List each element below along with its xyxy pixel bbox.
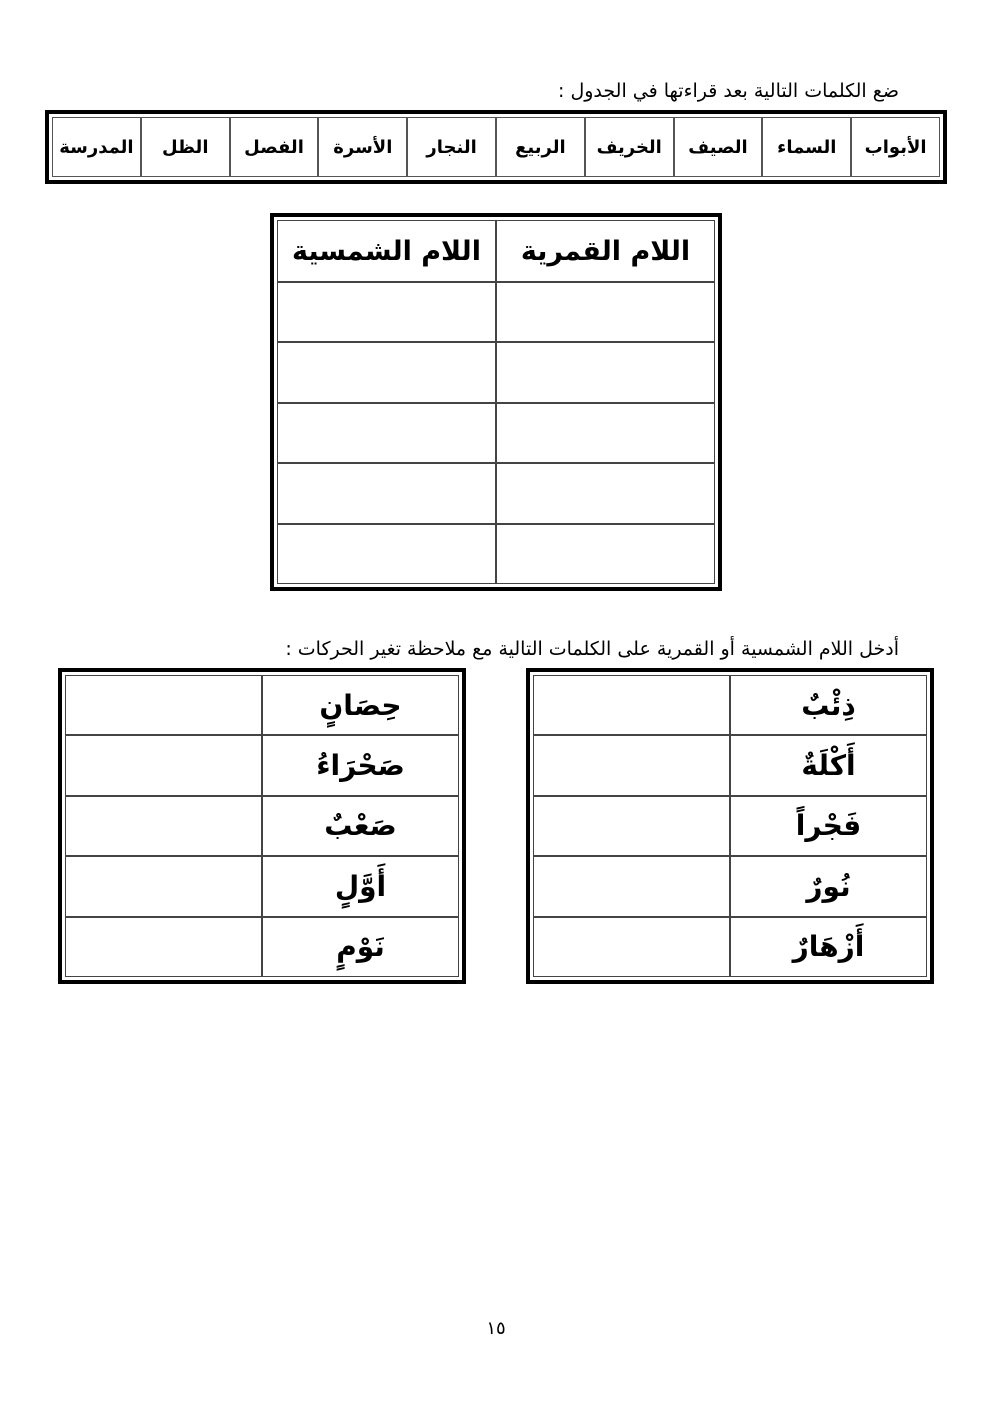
- exercise-row: [533, 856, 927, 916]
- word-bank-cell: الظل: [141, 117, 230, 177]
- answer-cell-solar[interactable]: [277, 463, 496, 523]
- exercise-table-right: [526, 668, 934, 984]
- answer-cell-lunar[interactable]: [496, 403, 715, 463]
- word-bank-cell: الأسرة: [318, 117, 407, 177]
- exercise-row: [65, 917, 459, 977]
- exercise-word: نُورٌ: [730, 856, 927, 916]
- exercise-answer-cell[interactable]: [65, 796, 262, 856]
- exercise-row: [533, 675, 927, 735]
- exercise-word: أَزْهَارٌ: [730, 917, 927, 977]
- word-bank-cell: النجار: [407, 117, 496, 177]
- exercise-answer-cell[interactable]: [533, 917, 730, 977]
- exercise-answer-cell[interactable]: [533, 675, 730, 735]
- word-bank-table: [45, 110, 947, 184]
- answer-cell-lunar[interactable]: [496, 463, 715, 523]
- exercise-row: [65, 856, 459, 916]
- exercise-word: صَعْبٌ: [262, 796, 459, 856]
- sorting-table-row: [277, 403, 715, 463]
- exercise-table-left: [58, 668, 466, 984]
- sorting-table-header-row: [277, 220, 715, 282]
- word-bank-cell: الأبواب: [851, 117, 940, 177]
- exercise-answer-cell[interactable]: [65, 917, 262, 977]
- exercise-answer-cell[interactable]: [65, 856, 262, 916]
- exercise-row: [65, 796, 459, 856]
- header-solar-lam: اللام الشمسية: [277, 220, 496, 282]
- answer-cell-solar[interactable]: [277, 524, 496, 584]
- exercise-answer-cell[interactable]: [533, 856, 730, 916]
- word-bank-row: [52, 117, 940, 177]
- exercise-row: [65, 675, 459, 735]
- exercise-row: [533, 735, 927, 795]
- exercise-word: أَكْلَةٌ: [730, 735, 927, 795]
- answer-cell-lunar[interactable]: [496, 524, 715, 584]
- word-bank-cell: الخريف: [585, 117, 674, 177]
- word-bank-cell: الربيع: [496, 117, 585, 177]
- answer-cell-solar[interactable]: [277, 342, 496, 402]
- word-bank-cell: الصيف: [674, 117, 763, 177]
- exercise-answer-cell[interactable]: [65, 735, 262, 795]
- answer-cell-lunar[interactable]: [496, 342, 715, 402]
- exercise-answer-cell[interactable]: [533, 796, 730, 856]
- exercise-word: نَوْمٍ: [262, 917, 459, 977]
- sorting-table: [270, 213, 722, 591]
- exercise-word: صَحْرَاءُ: [262, 735, 459, 795]
- sorting-table-row: [277, 282, 715, 342]
- exercise-row: [65, 735, 459, 795]
- instruction-add-lam: أدخل اللام الشمسية أو القمرية على الكلمات التالية مع ملاحظة تغير الحركات :: [285, 638, 899, 660]
- exercise-row: [533, 796, 927, 856]
- word-bank-cell: الفصل: [230, 117, 319, 177]
- answer-cell-solar[interactable]: [277, 282, 496, 342]
- exercise-word: أَوَّلٍ: [262, 856, 459, 916]
- header-lunar-lam: اللام القمرية: [496, 220, 715, 282]
- exercise-row: [533, 917, 927, 977]
- answer-cell-lunar[interactable]: [496, 282, 715, 342]
- sorting-table-row: [277, 524, 715, 584]
- exercise-word: ذِئْبٌ: [730, 675, 927, 735]
- word-bank-cell: المدرسة: [52, 117, 141, 177]
- answer-cell-solar[interactable]: [277, 403, 496, 463]
- exercise-word: حِصَانٍ: [262, 675, 459, 735]
- page-number: ١٥: [486, 1318, 506, 1339]
- exercise-word: فَجْراً: [730, 796, 927, 856]
- instruction-sort-words: ضع الكلمات التالية بعد قراءتها في الجدول :: [558, 80, 899, 102]
- exercise-answer-cell[interactable]: [65, 675, 262, 735]
- word-bank-cell: السماء: [762, 117, 851, 177]
- sorting-table-row: [277, 463, 715, 523]
- sorting-table-row: [277, 342, 715, 402]
- exercise-answer-cell[interactable]: [533, 735, 730, 795]
